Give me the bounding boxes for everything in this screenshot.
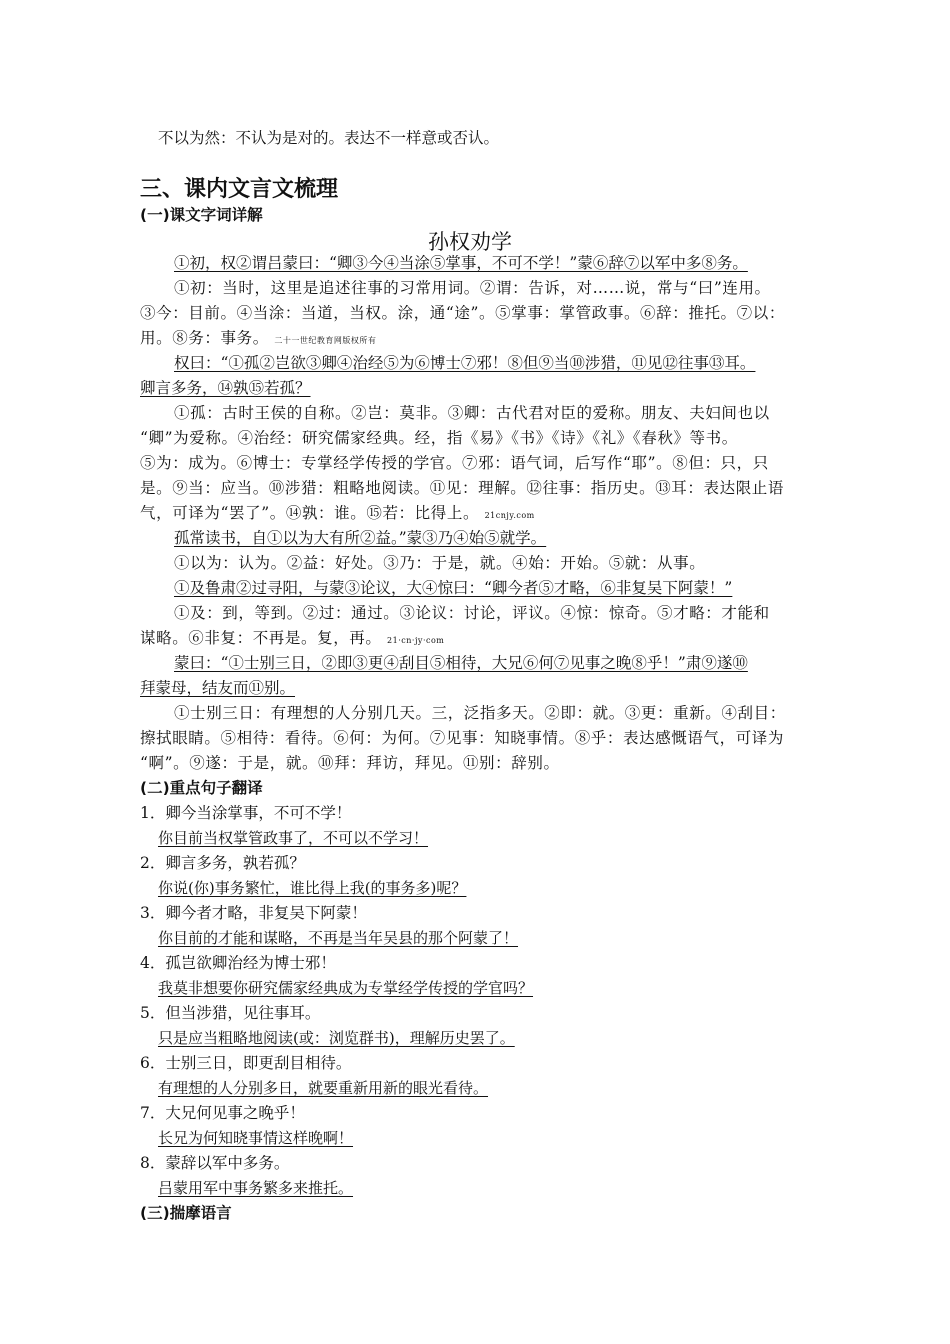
translation-answer: 我莫非想要你研究儒家经典成为专掌经学传授的学官吗？	[158, 979, 534, 997]
watermark-3: 21·cn·jy·com	[387, 636, 445, 645]
notes-4-text: 谋略。⑥非复：不再是。复，再。	[140, 629, 382, 647]
notes-5-line-1: ①士别三日：有理想的人分别几天。三，泛指多天。②即：就。③更：重新。④刮目：	[174, 704, 786, 722]
subsection-2-heading: (二)重点句子翻译	[140, 779, 263, 797]
translation-question: 4．孤岂欲卿治经为博士邪！	[140, 954, 336, 972]
passage-paragraph-2-line-2: 卿言多务，⑭孰⑮若孤？	[140, 379, 311, 397]
passage-title: 孙权劝学	[428, 230, 512, 254]
translation-answer: 吕蒙用军中事务繁多来推托。	[158, 1179, 354, 1197]
intro-line: 不以为然：不认为是对的。表达不一样意或否认。	[158, 129, 500, 147]
notes-2-line-4: 是。⑨当：应当。⑩涉猎：粗略地阅读。⑪见：理解。⑫往事：指历史。⑬耳：表达限止语	[140, 479, 785, 497]
watermark-1: 二十一世纪教育网版权所有	[274, 336, 377, 345]
notes-5-line-3: “啊”。⑨遂：于是，就。⑩拜：拜访，拜见。⑪别：辞别。	[140, 754, 560, 772]
translation-question: 2．卿言多务，孰若孤？	[140, 854, 305, 872]
passage-paragraph-5-line-1: 蒙曰：“①士别三日，②即③更④刮目⑤相待，大兄⑥何⑦见事之晚⑧乎！”肃⑨遂⑩	[174, 654, 748, 672]
translation-question: 8．蒙辞以军中多务。	[140, 1154, 290, 1172]
notes-5-line-2: 擦拭眼睛。⑤相待：看待。⑥何：为何。⑦见事：知晓事情。⑧乎：表达感慨语气，可译为	[140, 729, 785, 747]
translation-answer: 只是应当粗略地阅读(或：浏览群书)，理解历史罢了。	[158, 1029, 515, 1047]
translation-answer: 你目前的才能和谋略，不再是当年吴县的那个阿蒙了！	[158, 929, 519, 947]
section-3-heading: 三、课内文言文梳理	[140, 177, 339, 202]
translation-question: 1．卿今当涂掌事，不可不学！	[140, 804, 352, 822]
translation-question: 5．但当涉猎，见往事耳。	[140, 1004, 321, 1022]
translation-answer: 有理想的人分别多日，就要重新用新的眼光看待。	[158, 1079, 489, 1097]
notes-2-line-3: ⑤为：成为。⑥博士：专掌经学传授的学官。⑦邪：语气词，后写作“耶”。⑧但：只，只	[140, 454, 769, 472]
translation-question: 7．大兄何见事之晚乎！	[140, 1104, 305, 1122]
notes-1-line-3	[140, 326, 376, 353]
notes-4-line-1: ①及：到，等到。②过：通过。③论议：讨论，评议。④惊：惊奇。⑤才略：才能和	[174, 604, 770, 622]
subsection-3-heading: (三)揣摩语言	[140, 1204, 232, 1222]
translation-question: 6．士别三日，即更刮目相待。	[140, 1054, 352, 1072]
translation-answer: 长兄为何知晓事情这样晚啊！	[158, 1129, 354, 1147]
notes-2-text: 气，可译为“罢了”。⑭孰：谁。⑮若：比得上。	[140, 504, 480, 522]
notes-3: ①以为：认为。②益：好处。③乃：于是，就。④始：开始。⑤就：从事。	[174, 554, 706, 572]
subsection-1-heading: (一)课文字词详解	[140, 206, 263, 224]
passage-paragraph-1: ①初，权②谓吕蒙曰：“卿③今④当涂⑤掌事，不可不学！”蒙⑥辞⑦以军中多⑧务。	[174, 254, 748, 272]
notes-1-line-2: ③今：目前。④当涂：当道，当权。涂，通“途”。⑤掌事：掌管政事。⑥辞：推托。⑦以：	[140, 304, 785, 322]
notes-2-line-1: ①孤：古时王侯的自称。②岂：莫非。③卿：古代君对臣的爱称。朋友、夫妇间也以	[174, 404, 770, 422]
translation-question: 3．卿今者才略，非复吴下阿蒙！	[140, 904, 367, 922]
passage-paragraph-4: ①及鲁肃②过寻阳，与蒙③论议，大④惊曰：“卿今者⑤才略，⑥非复吴下阿蒙！”	[174, 579, 733, 597]
notes-2-line-2: “卿”为爱称。④治经：研究儒家经典。经，指《易》《书》《诗》《礼》《春秋》等书。	[140, 429, 738, 447]
notes-1-line-1: ①初：当时，这里是追述往事的习常用词。②谓：告诉，对……说，常与“曰”连用。	[174, 279, 771, 297]
notes-4-line-2	[140, 626, 444, 653]
translation-answer: 你目前当权掌管政事了，不可以不学习！	[158, 829, 429, 847]
notes-1-text: 用。⑧务：事务。	[140, 329, 269, 347]
translation-answer: 你说(你)事务繁忙，谁比得上我(的事务多)呢？	[158, 879, 467, 897]
passage-paragraph-3: 孤常读书，自①以为大有所②益。”蒙③乃④始⑤就学。	[174, 529, 547, 547]
passage-paragraph-5-line-2: 拜蒙母，结友而⑪别。	[140, 679, 296, 697]
passage-paragraph-2-line-1: 权曰：“①孤②岂欲③卿④治经⑤为⑥博士⑦邪！⑧但⑨当⑩涉猎，⑪见⑫往事⑬耳。	[174, 354, 756, 372]
watermark-2: 21cnjy.com	[484, 511, 535, 520]
notes-2-line-5	[140, 501, 535, 528]
